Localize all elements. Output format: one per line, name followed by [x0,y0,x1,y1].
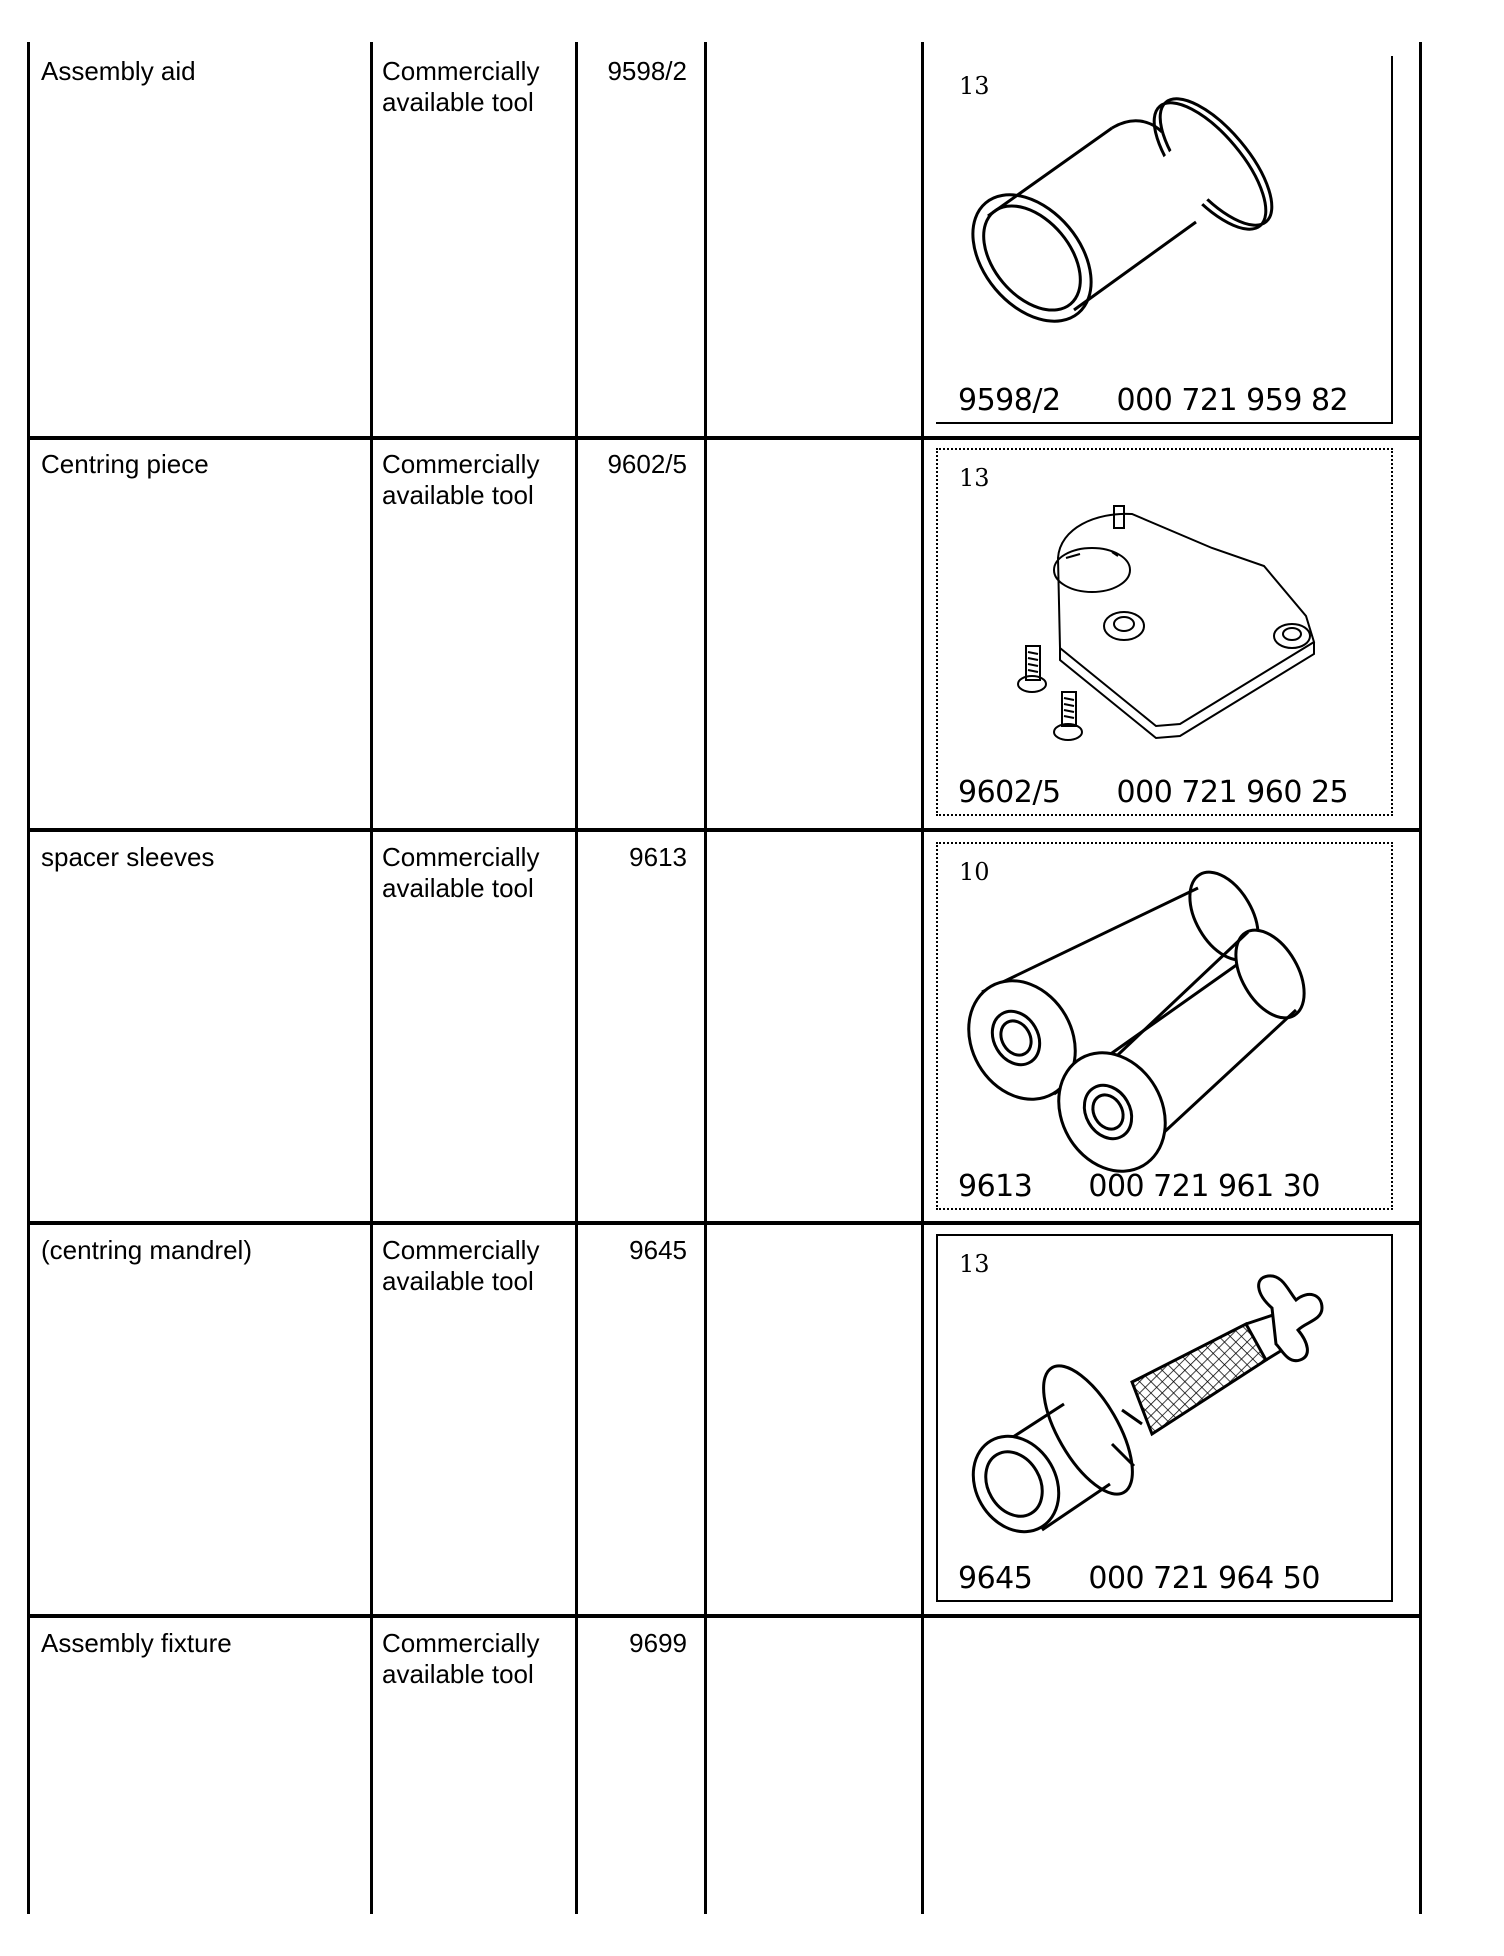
figure-part-number: 000 721 959 82 [1116,383,1349,418]
tool-figure [936,1234,1393,1602]
tool-number: 9699 [629,1628,687,1658]
figure-caption [958,775,1348,810]
tool-figure [936,842,1393,1210]
tool-number: 9645 [629,1235,687,1265]
table-rule [704,42,707,1914]
figure-tool-number: 9598/2 [958,383,1061,418]
figure-caption [958,383,1348,418]
tool-designation: spacer sleeves [41,842,215,872]
figure-caption [958,1169,1320,1204]
tool-figure [936,448,1393,816]
tool-figure [936,56,1393,424]
sleeve-icon [936,56,1393,424]
table-rule [27,828,1422,832]
tool-designation: Centring piece [41,449,209,479]
mandrel-icon [936,1234,1393,1602]
figure-tool-number: 9602/5 [958,775,1061,810]
tool-number: 9602/5 [607,449,687,479]
tool-number: 9598/2 [607,56,687,86]
spacer-sleeves-icon [936,842,1393,1210]
tool-availability: Commercially available tool [382,449,540,510]
table-rule [921,42,924,1914]
figure-caption [958,1561,1320,1596]
tool-designation: Assembly aid [41,56,196,86]
figure-part-number: 000 721 960 25 [1116,775,1349,810]
tool-availability: Commercially available tool [382,1628,540,1689]
figure-quantity: 10 [959,858,990,886]
table-rule [27,436,1422,440]
figure-quantity: 13 [959,1250,990,1278]
tool-availability: Commercially available tool [382,1235,540,1296]
table-rule [27,1614,1422,1618]
tool-designation: Assembly fixture [41,1628,232,1658]
table-rule [27,1221,1422,1225]
table-rule [27,42,30,1914]
figure-quantity: 13 [959,72,990,100]
centring-plate-icon [936,448,1393,816]
figure-quantity: 13 [959,464,990,492]
figure-tool-number: 9613 [958,1169,1033,1204]
figure-part-number: 000 721 964 50 [1088,1561,1320,1596]
table-rule [370,42,373,1914]
tool-availability: Commercially available tool [382,842,540,903]
figure-part-number: 000 721 961 30 [1088,1169,1320,1204]
figure-tool-number: 9645 [958,1561,1033,1596]
tool-availability: Commercially available tool [382,56,540,117]
table-rule [1419,42,1422,1914]
tool-number: 9613 [629,842,687,872]
tool-designation: (centring mandrel) [41,1235,252,1265]
